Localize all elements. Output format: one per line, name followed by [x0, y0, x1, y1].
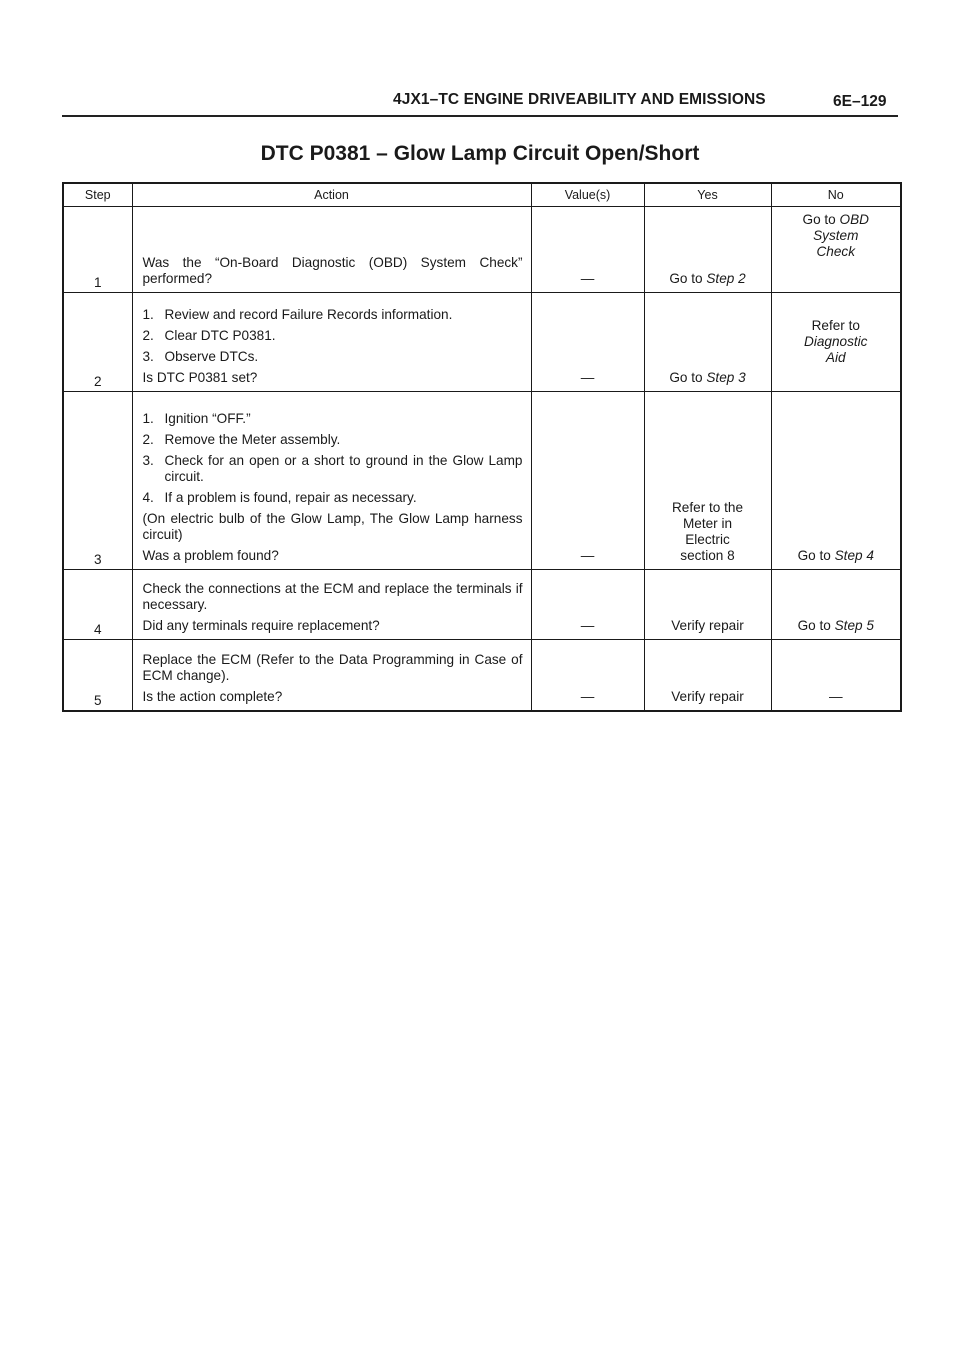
table-row: [63, 293, 901, 392]
table-header-row: [63, 183, 901, 207]
yes-prefix: Go to: [669, 271, 703, 286]
value-cell: —: [531, 392, 644, 570]
action-cell: [132, 392, 531, 570]
list-item: 2. Clear DTC P0381.: [142, 328, 276, 343]
table-row: [63, 392, 901, 570]
column-header-values: Value(s): [531, 183, 644, 207]
value-cell: —: [531, 293, 644, 392]
yes-step-link[interactable]: Step 3: [706, 370, 746, 385]
list-item: 1. Review and record Failure Records information.: [142, 307, 453, 322]
action-note: (On electric bulb of the Glow Lamp, The Glow Lamp harness circuit): [142, 511, 523, 542]
yes-cell: [644, 392, 771, 570]
page-title: DTC P0381 – Glow Lamp Circuit Open/Short: [260, 142, 700, 165]
no-cell: [771, 207, 901, 293]
column-header-step: Step: [63, 183, 132, 207]
section-header: 4JX1–TC ENGINE DRIVEABILITY AND EMISSIONS: [393, 91, 766, 108]
action-cell: [132, 207, 531, 293]
action-text: Was the “On-Board Diagnostic (OBD) System Check” performed?: [142, 255, 523, 286]
yes-text: Meter in: [682, 516, 733, 531]
no-prefix: Go to: [797, 618, 831, 633]
action-cell: [132, 640, 531, 711]
yes-step-link[interactable]: Step 2: [706, 271, 746, 286]
action-question: Did any terminals require replacement?: [142, 618, 380, 633]
action-cell: [132, 570, 531, 640]
no-cell: [771, 293, 901, 392]
action-cell: [132, 293, 531, 392]
table-row: [63, 207, 901, 293]
diagnostic-aid-link[interactable]: Diagnostic: [804, 333, 868, 349]
action-question: Is DTC P0381 set?: [142, 370, 258, 385]
list-item: 4. If a problem is found, repair as necessary.: [142, 490, 417, 505]
yes-text: Refer to the: [671, 500, 744, 515]
no-prefix: Go to: [802, 212, 836, 227]
no-cell: —: [771, 640, 901, 711]
diagnostic-aid-link-line2[interactable]: Aid: [825, 349, 846, 365]
list-item: 3. Check for an open or a short to ground in the Glow Lamp circuit.: [142, 453, 523, 484]
list-item: 3. Observe DTCs.: [142, 349, 259, 364]
yes-text: Electric: [685, 532, 730, 547]
value-cell: —: [531, 207, 644, 293]
column-header-no: No: [771, 183, 901, 207]
no-cell: [771, 392, 901, 570]
yes-cell: [644, 207, 771, 293]
no-prefix: Refer to: [811, 317, 860, 333]
step-number: 3: [63, 392, 132, 570]
obd-check-link[interactable]: OBD: [839, 212, 869, 227]
yes-cell: [644, 293, 771, 392]
table-row: [63, 640, 901, 711]
column-header-action: Action: [132, 183, 531, 207]
table-row: [63, 570, 901, 640]
yes-prefix: Go to: [669, 370, 703, 385]
obd-check-link-line2[interactable]: System: [813, 228, 859, 243]
step-number: 2: [63, 293, 132, 392]
value-cell: —: [531, 640, 644, 711]
action-question: Is the action complete?: [142, 688, 283, 704]
diagnostic-table: [62, 182, 902, 712]
no-cell: [771, 570, 901, 640]
list-item: 2. Remove the Meter assembly.: [142, 432, 341, 447]
action-text: Check the connections at the ECM and replace the terminals if necessary.: [142, 581, 523, 612]
no-prefix: Go to: [797, 548, 831, 563]
action-text: Replace the ECM (Refer to the Data Programming in Case of ECM change).: [142, 651, 523, 683]
yes-cell: Verify repair: [644, 640, 771, 711]
list-item: 1. Ignition “OFF.”: [142, 411, 251, 426]
no-step-link[interactable]: Step 5: [834, 618, 874, 633]
step-number: 4: [63, 570, 132, 640]
value-cell: —: [531, 570, 644, 640]
obd-check-link-line3[interactable]: Check: [816, 244, 856, 259]
column-header-yes: Yes: [644, 183, 771, 207]
yes-text: section 8: [680, 548, 735, 563]
step-number: 1: [63, 207, 132, 293]
header-divider: [62, 115, 898, 117]
page-number: 6E–129: [833, 93, 887, 110]
no-step-link[interactable]: Step 4: [834, 548, 874, 563]
step-number: 5: [63, 640, 132, 711]
yes-cell: Verify repair: [644, 570, 771, 640]
action-question: Was a problem found?: [142, 548, 279, 563]
